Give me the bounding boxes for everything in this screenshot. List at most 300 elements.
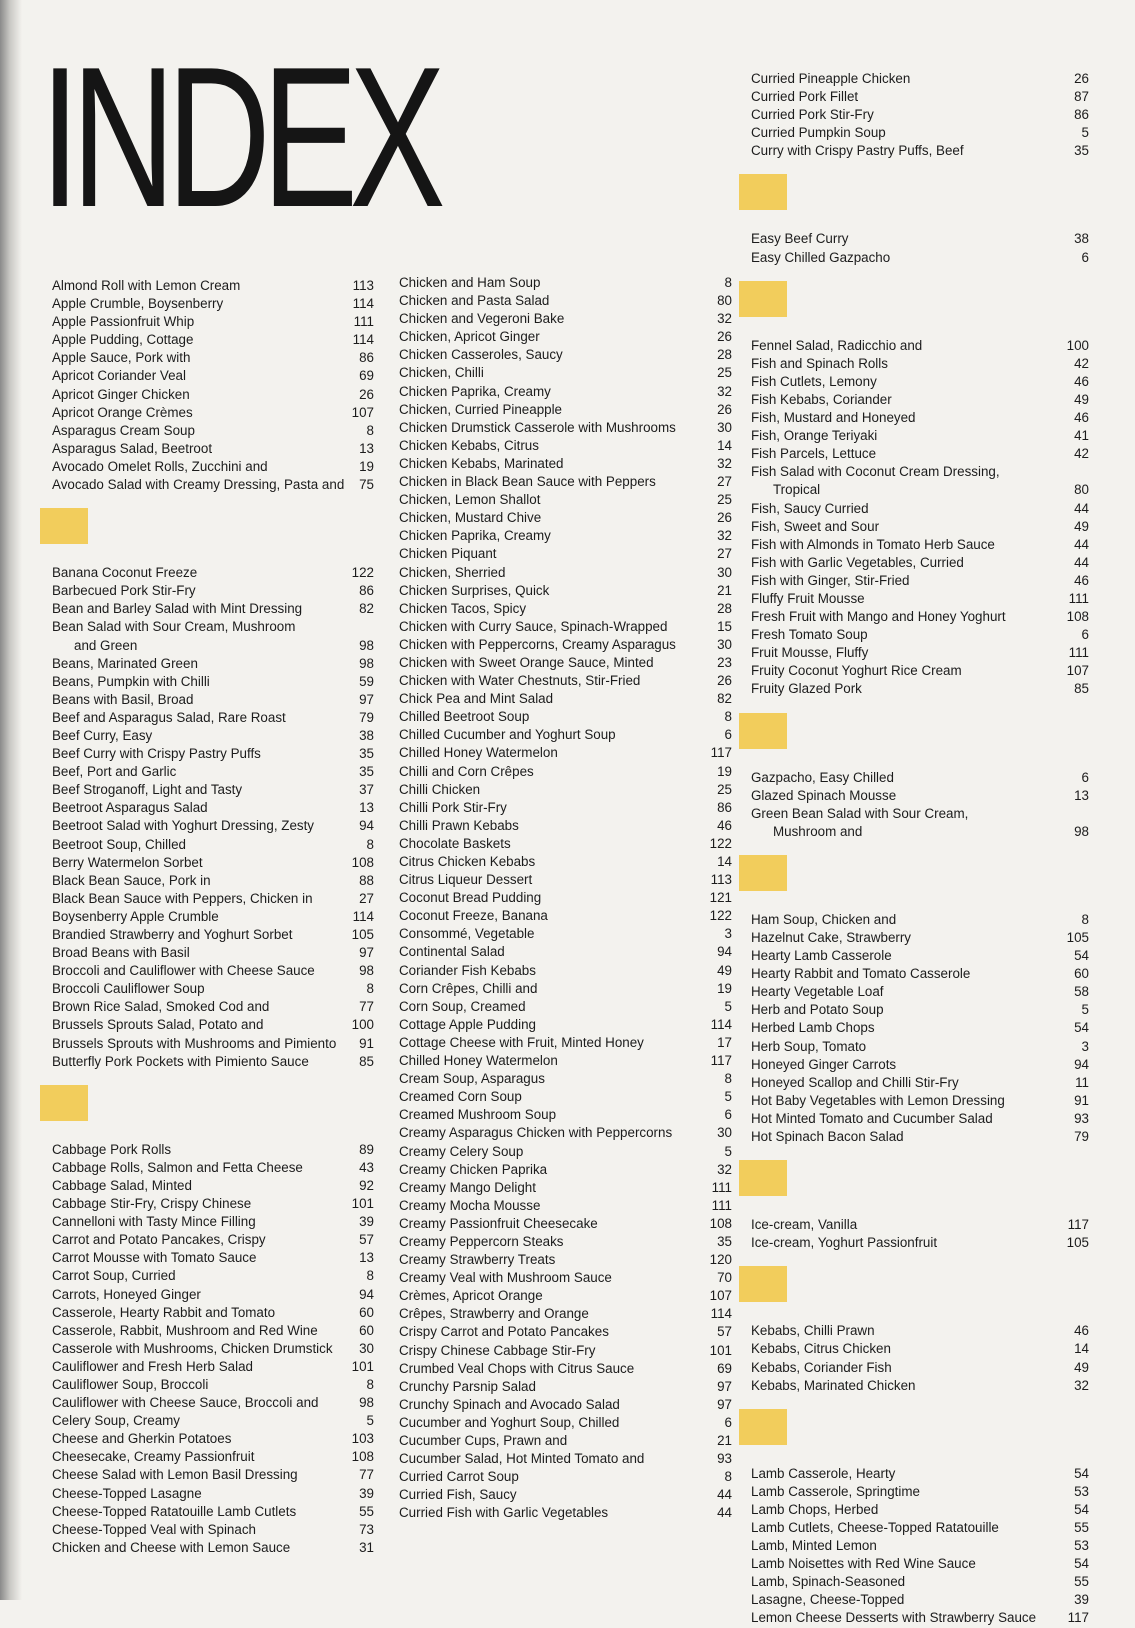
- entry-page-number: 82: [717, 691, 732, 707]
- entry-page-number: 14: [717, 854, 732, 869]
- entry-title: Curried Carrot Soup: [399, 1469, 519, 1485]
- entry-page-number: 8: [366, 836, 374, 852]
- index-entry: [751, 1519, 1089, 1537]
- index-entry: [399, 1197, 732, 1215]
- entry-title: Cabbage Stir-Fry, Crispy Chinese: [52, 1196, 252, 1212]
- entry-page-number: 60: [359, 1322, 374, 1338]
- index-entry: [399, 1016, 732, 1034]
- index-entry: [399, 491, 732, 509]
- index-entry: [399, 1504, 732, 1522]
- entry-title: Black Bean Sauce, Pork in: [52, 872, 211, 888]
- entry-title: Hearty Vegetable Loaf: [751, 984, 884, 1000]
- entry-page-number: 8: [1081, 911, 1089, 927]
- entry-title: Black Bean Sauce with Peppers, Chicken in: [52, 890, 313, 906]
- entry-page-number: 117: [710, 745, 732, 761]
- entry-title: Beef Stroganoff, Light and Tasty: [52, 782, 243, 798]
- entry-title: Chicken Paprika, Creamy: [399, 528, 551, 544]
- entry-page-number: 85: [359, 1053, 374, 1069]
- entry-title: Fish with Ginger, Stir-Fried: [751, 572, 910, 588]
- index-entry: [751, 427, 1089, 445]
- index-entry: [751, 680, 1089, 698]
- entry-page-number: 44: [1074, 500, 1089, 516]
- entry-page-number: 39: [359, 1214, 374, 1230]
- index-entry: [52, 582, 374, 600]
- letter-section-marker: [40, 508, 88, 544]
- entry-title: Lamb Cutlets, Cheese-Topped Ratatouille: [751, 1519, 999, 1535]
- index-entry: [52, 1340, 374, 1358]
- entry-page-number: 6: [1081, 769, 1089, 785]
- letter-section-marker: [739, 174, 787, 210]
- entry-title: Ham Soup, Chicken and: [751, 911, 897, 927]
- index-entry: [52, 404, 374, 422]
- entry-title: Beef Curry, Easy: [52, 727, 153, 743]
- entry-title: Beetroot Asparagus Salad: [52, 800, 208, 816]
- index-entry: [751, 554, 1089, 572]
- entry-page-number: 101: [351, 1358, 374, 1374]
- entry-page-number: 107: [709, 1288, 732, 1304]
- index-entry: [52, 1412, 374, 1430]
- entry-page-number: 69: [359, 368, 374, 384]
- entry-page-number: 8: [724, 1469, 732, 1485]
- entry-page-number: 8: [366, 1376, 374, 1392]
- entry-page-number: 26: [717, 329, 732, 345]
- entry-title: Herb and Potato Soup: [751, 1002, 884, 1018]
- entry-page-number: 13: [1074, 787, 1089, 803]
- index-entry: [399, 817, 732, 835]
- entry-page-number: 107: [1066, 663, 1089, 679]
- entry-page-number: 26: [359, 386, 374, 402]
- index-entry: [52, 1485, 374, 1503]
- index-entry: [399, 708, 732, 726]
- entry-title: Cheese-Topped Lasagne: [52, 1485, 202, 1501]
- entry-page-number: 111: [1068, 590, 1089, 606]
- entry-page-number: 46: [1074, 373, 1089, 389]
- entry-title: Hearty Rabbit and Tomato Casserole: [751, 966, 971, 982]
- entry-title: Chicken, Sherried: [399, 564, 506, 580]
- entry-page-number: 25: [717, 365, 732, 381]
- entry-page-number: 11: [1075, 1074, 1089, 1090]
- entry-page-number: 28: [717, 347, 732, 363]
- entry-page-number: 94: [1074, 1056, 1089, 1072]
- index-entry: [751, 1110, 1089, 1128]
- entry-title: Chicken Kebabs, Citrus: [399, 437, 539, 453]
- entry-page-number: 30: [717, 1125, 732, 1141]
- entry-title: Broccoli and Cauliflower with Cheese Sauce: [52, 963, 315, 979]
- entry-page-number: 53: [1074, 1483, 1089, 1499]
- index-entry: [751, 1038, 1089, 1056]
- entry-title: Cauliflower Soup, Broccoli: [52, 1376, 209, 1392]
- index-entry: [751, 1340, 1089, 1358]
- entry-page-number: 122: [351, 565, 374, 581]
- entry-page-number: 60: [359, 1304, 374, 1320]
- index-entry: [52, 1016, 374, 1034]
- entry-page-number: 79: [359, 709, 374, 725]
- entry-title: Cucumber and Yoghurt Soup, Chilled: [399, 1414, 620, 1430]
- index-entry: [751, 911, 1089, 929]
- entry-title: Carrot and Potato Pancakes, Crispy: [52, 1232, 266, 1248]
- entry-title: Kebabs, Marinated Chicken: [751, 1377, 916, 1393]
- index-entry: [52, 1503, 374, 1521]
- index-entry: [399, 310, 732, 328]
- page-title: INDEX: [40, 26, 437, 249]
- entry-page-number: 91: [1074, 1092, 1089, 1108]
- entry-page-number: 15: [717, 618, 732, 634]
- entry-title: Chilli Prawn Kebabs: [399, 817, 519, 833]
- entry-title: Avocado Salad with Creamy Dressing, Pasta and: [52, 477, 345, 493]
- entry-page-number: 122: [709, 908, 732, 924]
- entry-title: Crèmes, Apricot Orange: [399, 1288, 543, 1304]
- entry-title: Chicken and Ham Soup: [399, 275, 541, 290]
- index-entry: [399, 1251, 732, 1269]
- index-entry: [751, 662, 1089, 680]
- index-entry: [751, 249, 1089, 267]
- entry-title: Broccoli Cauliflower Soup: [52, 981, 205, 997]
- entry-title: Cabbage Pork Rolls: [52, 1141, 172, 1157]
- entry-title: Chicken in Black Bean Sauce with Peppers: [399, 474, 656, 490]
- index-entry: [751, 1483, 1089, 1501]
- index-entry: [52, 295, 374, 313]
- entry-title: Curried Fish with Garlic Vegetables: [399, 1505, 609, 1521]
- entry-title: Cheese-Topped Ratatouille Lamb Cutlets: [52, 1503, 297, 1519]
- entry-title: Ice-cream, Vanilla: [751, 1217, 858, 1233]
- entry-page-number: 49: [717, 962, 732, 978]
- index-entry: [52, 1448, 374, 1466]
- letter-section-marker: [739, 281, 787, 317]
- index-entry: [399, 1124, 732, 1142]
- index-entry: [52, 1539, 374, 1557]
- index-entry: [751, 572, 1089, 590]
- entry-page-number: 108: [709, 1215, 732, 1231]
- entry-page-number: 80: [1074, 482, 1089, 498]
- entry-page-number: 44: [1074, 536, 1089, 552]
- index-entry: [399, 853, 732, 871]
- entry-page-number: 35: [359, 764, 374, 780]
- index-entry: [751, 1501, 1089, 1519]
- entry-page-number: 32: [717, 1161, 732, 1177]
- index-entry: [52, 1322, 374, 1340]
- entry-page-number: 98: [359, 655, 374, 671]
- entry-page-number: 8: [724, 275, 732, 290]
- entry-page-number: 58: [1074, 984, 1089, 1000]
- entry-title: Cucumber Cups, Prawn and: [399, 1433, 568, 1448]
- entry-title: Fennel Salad, Radicchio and: [751, 337, 923, 353]
- entry-title: Boysenberry Apple Crumble: [52, 908, 219, 924]
- index-entry: [52, 1195, 374, 1213]
- entry-page-number: 80: [717, 293, 732, 309]
- entry-title: Corn Crêpes, Chilli and: [399, 980, 538, 996]
- index-entry: [52, 1466, 374, 1484]
- entry-title: Crunchy Spinach and Avocado Salad: [399, 1396, 620, 1412]
- index-entry: [751, 1555, 1089, 1573]
- entry-page-number: 26: [717, 673, 732, 689]
- entry-page-number: 108: [1066, 609, 1089, 625]
- entry-page-number: 73: [359, 1521, 374, 1537]
- index-entry: [52, 313, 374, 331]
- entry-title: Asparagus Cream Soup: [52, 422, 195, 438]
- index-entry: [751, 590, 1089, 608]
- index-entry: [399, 672, 732, 690]
- entry-page-number: 70: [717, 1270, 732, 1286]
- entry-page-number: 59: [359, 673, 374, 689]
- index-entry: [751, 1074, 1089, 1092]
- entry-title: Beans, Marinated Green: [52, 655, 198, 671]
- index-entry: [399, 1450, 732, 1468]
- index-entry: [399, 509, 732, 527]
- index-entry: [751, 965, 1089, 983]
- entry-title: Fish Cutlets, Lemony: [751, 373, 877, 389]
- index-entry: [751, 142, 1089, 160]
- index-entry: [52, 944, 374, 962]
- index-entry: [751, 769, 1089, 787]
- entry-page-number: 87: [1074, 89, 1089, 105]
- index-entry: [52, 908, 374, 926]
- entry-page-number: 117: [710, 1053, 732, 1069]
- entry-title: Beef, Port and Garlic: [52, 764, 177, 780]
- entry-title: Brandied Strawberry and Yoghurt Sorbet: [52, 927, 293, 942]
- entry-title: Butterfly Pork Pockets with Pimiento Sauce: [52, 1053, 309, 1069]
- entry-title: Gazpacho, Easy Chilled: [751, 769, 894, 785]
- entry-title: Fresh Fruit with Mango and Honey Yoghurt: [751, 609, 1006, 625]
- entry-title: Fluffy Fruit Mousse: [751, 590, 865, 606]
- entry-title: Easy Chilled Gazpacho: [751, 249, 891, 265]
- entry-title: Broad Beans with Basil: [52, 945, 190, 961]
- entry-title: Chicken with Peppercorns, Creamy Asparagus: [399, 636, 676, 652]
- entry-title: Lemon Cheese Desserts with Strawberry Sauce: [751, 1610, 1037, 1626]
- index-entry: [399, 600, 732, 618]
- entry-page-number: 121: [709, 890, 732, 906]
- entry-title: Cabbage Rolls, Salmon and Fetta Cheese: [52, 1159, 303, 1175]
- index-entry: [751, 947, 1089, 965]
- entry-title: Ice-cream, Yoghurt Passionfruit: [751, 1235, 938, 1251]
- index-entry: [399, 419, 732, 437]
- index-entry: [52, 1267, 374, 1285]
- index-entry: [751, 929, 1089, 947]
- index-entry: [399, 763, 732, 781]
- entry-title: Beef Curry with Crispy Pastry Puffs: [52, 746, 261, 762]
- entry-page-number: 101: [709, 1342, 732, 1358]
- index-entry: [399, 998, 732, 1016]
- index-entry: [399, 564, 732, 582]
- entry-title: Coconut Freeze, Banana: [399, 908, 548, 924]
- entry-title: Cheese Salad with Lemon Basil Dressing: [52, 1467, 298, 1483]
- entry-page-number: 79: [1074, 1129, 1089, 1145]
- entry-page-number: 108: [351, 1449, 374, 1465]
- entry-title: Citrus Chicken Kebabs: [399, 854, 536, 869]
- index-entry: [399, 871, 732, 889]
- entry-title: Cheesecake, Creamy Passionfruit: [52, 1449, 255, 1465]
- entry-page-number: 13: [359, 800, 374, 816]
- entry-page-number: 19: [359, 458, 374, 474]
- entry-page-number: 111: [711, 1197, 732, 1213]
- index-entry: [52, 745, 374, 763]
- entry-title: Almond Roll with Lemon Cream: [52, 278, 241, 293]
- index-entry: [52, 1141, 374, 1159]
- entry-title: Chilli and Corn Crêpes: [399, 763, 534, 779]
- index-entry: [399, 1305, 732, 1323]
- entry-title: Chocolate Baskets: [399, 835, 511, 851]
- index-entry: [399, 636, 732, 654]
- entry-page-number: 105: [351, 927, 374, 942]
- entry-title: Chilled Beetroot Soup: [399, 709, 530, 725]
- entry-title: Lamb, Minted Lemon: [751, 1538, 877, 1554]
- index-entry: [52, 349, 374, 367]
- index-entry: [399, 690, 732, 708]
- entry-title: Curried Fish, Saucy: [399, 1487, 517, 1503]
- entry-page-number: 88: [359, 872, 374, 888]
- index-entry: [399, 1414, 732, 1432]
- entry-page-number: 117: [1067, 1610, 1089, 1626]
- index-entry: [399, 1432, 732, 1450]
- entry-title: Fish Salad with Coconut Cream Dressing,: [751, 464, 1000, 480]
- entry-title: Herb Soup, Tomato: [751, 1038, 867, 1054]
- index-entry: [751, 1019, 1089, 1037]
- entry-page-number: 19: [717, 980, 732, 996]
- entry-page-number: 60: [1074, 966, 1089, 982]
- entry-title: Carrots, Honeyed Ginger: [52, 1286, 201, 1302]
- entry-page-number: 46: [717, 817, 732, 833]
- entry-page-number: 114: [710, 1016, 732, 1032]
- index-entry: [399, 1360, 732, 1378]
- index-entry: [751, 805, 1089, 841]
- index-entry: [52, 1213, 374, 1231]
- entry-page-number: 111: [353, 314, 374, 330]
- index-entry: [399, 907, 732, 925]
- entry-page-number: 17: [717, 1034, 732, 1050]
- index-entry: [751, 608, 1089, 626]
- index-entry: [399, 962, 732, 980]
- entry-title: Fish and Spinach Rolls: [751, 355, 888, 371]
- entry-page-number: 77: [359, 1467, 374, 1483]
- entry-title: Creamy Chicken Paprika: [399, 1161, 548, 1177]
- entry-page-number: 111: [711, 1179, 732, 1195]
- entry-page-number: 38: [1074, 231, 1089, 247]
- index-entry: [52, 331, 374, 349]
- entry-title: Fruit Mousse, Fluffy: [751, 645, 869, 661]
- entry-page-number: 86: [717, 799, 732, 815]
- entry-title: Crispy Carrot and Potato Pancakes: [399, 1324, 609, 1340]
- entry-title: Crunchy Parsnip Salad: [399, 1378, 536, 1394]
- index-entry: [399, 1323, 732, 1341]
- entry-page-number: 97: [359, 691, 374, 707]
- entry-page-number: 27: [717, 474, 732, 490]
- index-column-1: [52, 277, 374, 1557]
- entry-title: Chicken and Cheese with Lemon Sauce: [52, 1539, 291, 1555]
- index-entry: [751, 1001, 1089, 1019]
- index-entry: [751, 70, 1089, 88]
- index-entry: [399, 292, 732, 310]
- index-entry: [399, 1179, 732, 1197]
- entry-title: Casserole, Rabbit, Mushroom and Red Wine: [52, 1322, 318, 1338]
- index-entry: [52, 564, 374, 582]
- entry-page-number: 26: [1074, 71, 1089, 86]
- index-column-2: [399, 274, 732, 1522]
- entry-title: Kebabs, Coriander Fish: [751, 1359, 892, 1375]
- entry-title: Chilli Chicken: [399, 781, 481, 797]
- entry-page-number: 5: [724, 1143, 732, 1159]
- entry-title: Cabbage Salad, Minted: [52, 1177, 192, 1193]
- index-entry: [399, 582, 732, 600]
- entry-title: Chicken, Chilli: [399, 365, 484, 381]
- index-entry: [399, 473, 732, 491]
- entry-title-continuation: Tropical: [773, 482, 821, 498]
- index-entry: [52, 872, 374, 890]
- entry-title: Fish Kebabs, Coriander: [751, 391, 892, 407]
- entry-page-number: 27: [717, 546, 732, 562]
- index-entry: [399, 1143, 732, 1161]
- entry-title: Chicken Casseroles, Saucy: [399, 347, 563, 363]
- entry-page-number: 3: [724, 926, 732, 942]
- index-entry: [399, 437, 732, 455]
- entry-page-number: 113: [710, 872, 732, 888]
- letter-section-marker: [739, 713, 787, 749]
- entry-title: Apple Sauce, Pork with: [52, 350, 191, 366]
- entry-page-number: 91: [359, 1035, 374, 1051]
- entry-title: Apricot Ginger Chicken: [52, 386, 190, 402]
- entry-title: Banana Coconut Freeze: [52, 565, 198, 581]
- entry-title: Chicken Tacos, Spicy: [399, 600, 527, 616]
- entry-title: Chicken with Water Chestnuts, Stir-Fried: [399, 673, 641, 689]
- entry-title: Apple Pudding, Cottage: [52, 332, 194, 348]
- index-entry: [399, 1161, 732, 1179]
- entry-title: Creamy Celery Soup: [399, 1143, 524, 1159]
- index-entry: [52, 709, 374, 727]
- entry-title: Fresh Tomato Soup: [751, 627, 868, 643]
- entry-title: Curry with Crispy Pastry Puffs, Beef: [751, 143, 964, 159]
- entry-page-number: 25: [717, 781, 732, 797]
- entry-page-number: 42: [1074, 355, 1089, 371]
- entry-page-number: 111: [1068, 645, 1089, 661]
- index-entry: [751, 373, 1089, 391]
- entry-page-number: 86: [1074, 107, 1089, 123]
- entry-title: Creamy Asparagus Chicken with Peppercorns: [399, 1125, 673, 1141]
- entry-title: Chicken and Vegeroni Bake: [399, 311, 565, 327]
- entry-title: Consommé, Vegetable: [399, 926, 535, 942]
- entry-page-number: 5: [1081, 1002, 1089, 1018]
- entry-title: Crumbed Veal Chops with Citrus Sauce: [399, 1360, 635, 1376]
- entry-page-number: 55: [1074, 1574, 1089, 1590]
- index-entry: [751, 1609, 1089, 1627]
- index-entry: [399, 401, 732, 419]
- entry-page-number: 120: [709, 1252, 732, 1268]
- entry-title: Carrot Mousse with Tomato Sauce: [52, 1250, 257, 1266]
- entry-page-number: 101: [351, 1196, 374, 1212]
- index-entry: [399, 654, 732, 672]
- entry-title: Chicken Paprika, Creamy: [399, 383, 551, 399]
- index-entry: [52, 890, 374, 908]
- entry-title: Cauliflower with Cheese Sauce, Broccoli and: [52, 1395, 319, 1411]
- entry-title: Creamy Strawberry Treats: [399, 1252, 556, 1268]
- entry-title: Chicken Piquant: [399, 546, 497, 562]
- entry-page-number: 49: [1074, 391, 1089, 407]
- entry-title: Fish, Orange Teriyaki: [751, 428, 878, 444]
- entry-page-number: 54: [1074, 1556, 1089, 1572]
- entry-page-number: 8: [724, 1071, 732, 1087]
- entry-page-number: 55: [1074, 1519, 1089, 1535]
- entry-page-number: 21: [717, 582, 732, 598]
- index-entry: [751, 644, 1089, 662]
- entry-page-number: 13: [359, 1250, 374, 1266]
- index-entry: [751, 463, 1089, 499]
- entry-page-number: 122: [709, 835, 732, 851]
- entry-page-number: 46: [1074, 1323, 1089, 1339]
- entry-page-number: 93: [1074, 1110, 1089, 1126]
- entry-page-number: 30: [717, 636, 732, 652]
- entry-title: Lamb Chops, Herbed: [751, 1501, 879, 1517]
- entry-page-number: 85: [1074, 681, 1089, 697]
- index-entry: [52, 618, 374, 654]
- index-entry: [751, 1056, 1089, 1074]
- index-entry: [399, 799, 732, 817]
